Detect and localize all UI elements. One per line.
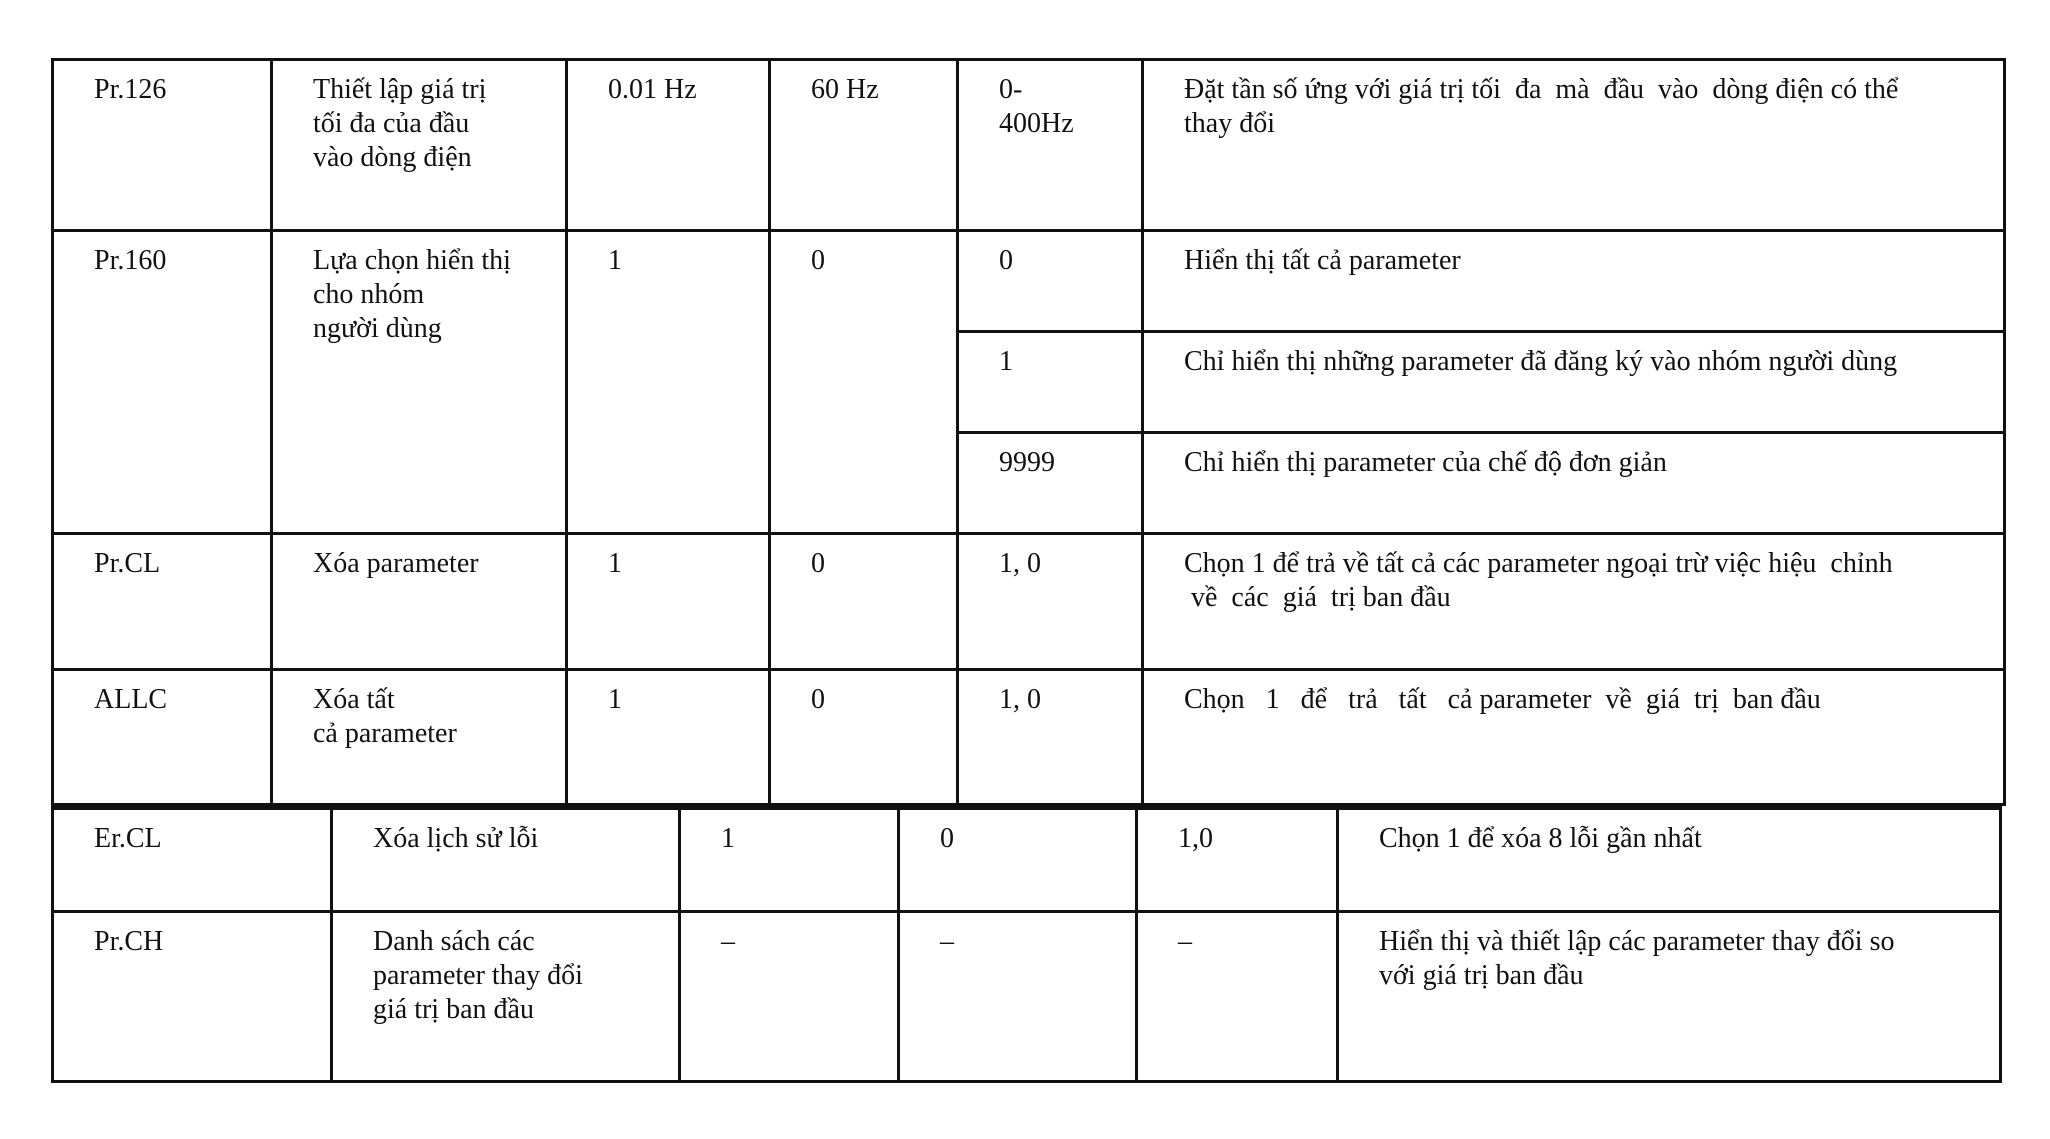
param-step: 1: [567, 670, 770, 805]
param-default: 0: [770, 231, 958, 534]
param-description: Hiển thị và thiết lập các parameter thay đổi so với giá trị ban đầu: [1338, 911, 2001, 1081]
param-name: Xóa tất cả parameter: [272, 670, 567, 805]
param-step: –: [680, 911, 899, 1081]
table-row: [53, 808, 2001, 911]
param-description: Hiển thị tất cả parameter: [1143, 231, 2005, 332]
parameter-table-bottom: [51, 806, 2002, 1083]
param-default: 0: [899, 808, 1137, 911]
table-row: [53, 231, 2005, 332]
param-default: 0: [770, 534, 958, 670]
param-range: 1, 0: [958, 670, 1143, 805]
param-default: 60 Hz: [770, 60, 958, 231]
param-code: Pr.CH: [53, 911, 332, 1081]
param-name: Thiết lập giá trị tối đa của đầu vào dòng điện: [272, 60, 567, 231]
param-range: 1, 0: [958, 534, 1143, 670]
param-code: ALLC: [53, 670, 272, 805]
param-range: 1,0: [1137, 808, 1338, 911]
param-name: Danh sách các parameter thay đổi giá trị ban đầu: [332, 911, 680, 1081]
param-range: –: [1137, 911, 1338, 1081]
param-name: Xóa parameter: [272, 534, 567, 670]
param-code: Pr.160: [53, 231, 272, 534]
param-default: 0: [770, 670, 958, 805]
param-step: 1: [567, 231, 770, 534]
param-description: Chỉ hiển thị những parameter đã đăng ký vào nhóm người dùng: [1143, 332, 2005, 433]
param-range: 1: [958, 332, 1143, 433]
parameter-table-top: [51, 58, 2006, 806]
param-step: 1: [680, 808, 899, 911]
param-range: 0: [958, 231, 1143, 332]
param-range: 9999: [958, 433, 1143, 534]
param-description: Chọn 1 để xóa 8 lỗi gần nhất: [1338, 808, 2001, 911]
param-name: Xóa lịch sử lỗi: [332, 808, 680, 911]
param-description: Chọn 1 để trả tất cả parameter về giá trị ban đầu: [1143, 670, 2005, 805]
param-code: Pr.CL: [53, 534, 272, 670]
param-code: Er.CL: [53, 808, 332, 911]
param-description: Chỉ hiển thị parameter của chế độ đơn giản: [1143, 433, 2005, 534]
param-range: 0- 400Hz: [958, 60, 1143, 231]
table-row: [53, 60, 2005, 231]
param-default: –: [899, 911, 1137, 1081]
table-row: [53, 534, 2005, 670]
table-row: [53, 670, 2005, 805]
param-name: Lựa chọn hiển thị cho nhóm người dùng: [272, 231, 567, 534]
table-row: [53, 911, 2001, 1081]
param-step: 0.01 Hz: [567, 60, 770, 231]
param-description: Đặt tần số ứng với giá trị tối đa mà đầu vào dòng điện có thể thay đổi: [1143, 60, 2005, 231]
param-step: 1: [567, 534, 770, 670]
param-code: Pr.126: [53, 60, 272, 231]
param-description: Chọn 1 để trả về tất cả các parameter ngoại trừ việc hiệu chỉnh về các giá trị ban đầu: [1143, 534, 2005, 670]
